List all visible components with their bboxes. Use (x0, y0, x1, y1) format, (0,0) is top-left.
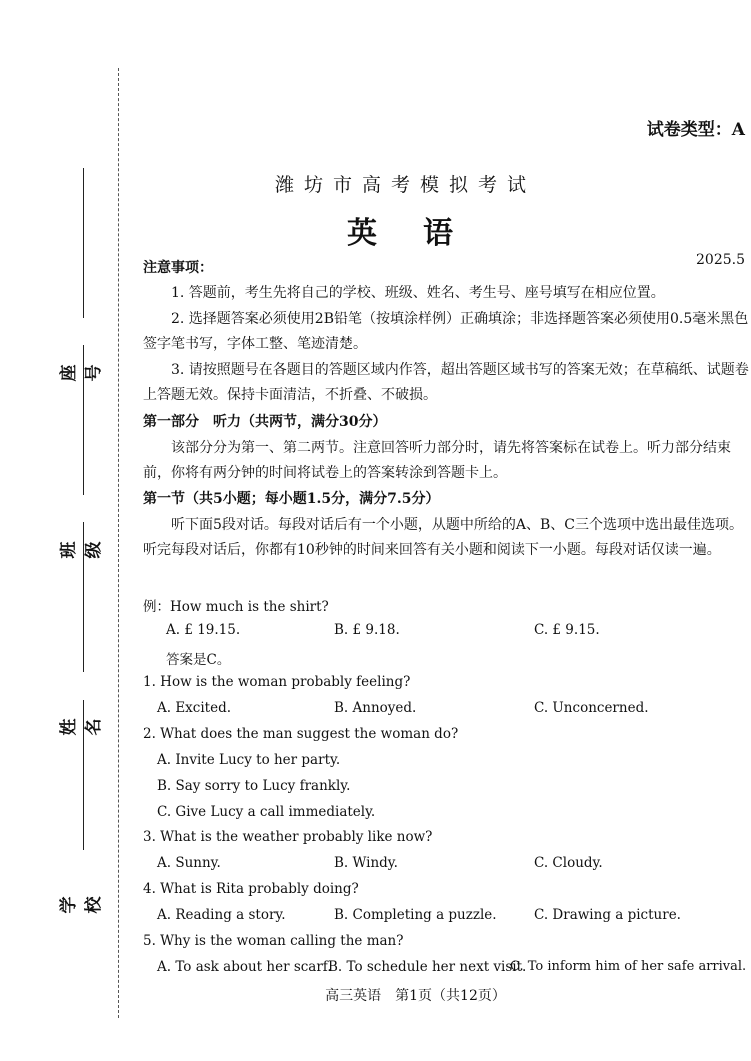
name-underline (83, 522, 84, 672)
question-stem: 4. What is Rita probably doing? (143, 881, 359, 897)
part1-heading: 第一部分 听力（共两节，满分30分） (143, 414, 387, 430)
section1-heading: 第一节（共5小题；每小题1.5分，满分7.5分） (143, 491, 440, 507)
option-c: C. Unconcerned. (534, 700, 649, 716)
question-stem: 2. What does the man suggest the woman do? (143, 726, 459, 742)
example-option-b: B. £ 9.18. (334, 622, 400, 638)
notes-heading: 注意事项： (143, 260, 213, 276)
name-label: 姓名 (59, 718, 104, 736)
option-c: C. Give Lucy a call immediately. (157, 804, 376, 820)
subject-title: 英语 (347, 216, 499, 251)
name-field[interactable] (59, 522, 104, 736)
example-answer: 答案是C。 (166, 652, 231, 668)
note-item: 3. 请按照题号在各题目的答题区域内作答，超出答题区域书写的答案无效；在草稿纸、试题卷上答题无效。保持卡面清洁，不折叠、不破损。 (143, 362, 749, 403)
option-b: B. To schedule her next visit. (328, 959, 527, 975)
school-underline (83, 700, 84, 850)
question-stem: 5. Why is the woman calling the man? (143, 933, 404, 949)
option-a: A. To ask about her scarf. (157, 959, 332, 975)
option-b: B. Annoyed. (334, 700, 417, 716)
note-item: 1. 答题前，考生先将自己的学校、班级、姓名、考生号、座号填写在相应位置。 (171, 285, 665, 301)
option-a: A. Invite Lucy to her party. (157, 752, 341, 768)
school-field[interactable] (59, 700, 104, 914)
seat-field[interactable] (59, 168, 104, 382)
option-b: B. Windy. (334, 855, 398, 871)
class-label: 班级 (59, 541, 104, 559)
option-a: A. Reading a story. (157, 907, 286, 923)
question-stem: 1. How is the woman probably feeling? (143, 674, 411, 690)
section1-intro: 听下面5段对话。每段对话后有一个小题，从题中所给的A、B、C三个选项中选出最佳选项。听完每段对话后，你都有10秒钟的时间来回答有关小题和阅读下一小题。每段对话仅读一遍。 (143, 517, 744, 558)
option-a: A. Sunny. (157, 855, 221, 871)
part1-intro: 该部分分为第一、第二两节。注意回答听力部分时，请先将答案标在试卷上。听力部分结束前，你将有两分钟的时间将试卷上的答案转涂到答题卡上。 (143, 440, 731, 481)
seat-label: 座号 (59, 364, 104, 382)
example-option-a: A. £ 19.15. (166, 622, 241, 638)
example-option-c: C. £ 9.15. (534, 622, 600, 638)
option-b: B. Say sorry to Lucy frankly. (157, 778, 351, 794)
option-c: C. Cloudy. (534, 855, 603, 871)
option-b: B. Completing a puzzle. (334, 907, 497, 923)
class-underline (83, 345, 84, 495)
exam-title: 潍坊市高考模拟考试 (274, 174, 536, 196)
option-c: C. Drawing a picture. (534, 907, 681, 923)
example-question: 例：How much is the shirt? (143, 599, 329, 615)
exam-date: 2025.5 (696, 252, 745, 268)
paper-type: 试卷类型：A (646, 120, 745, 140)
question-stem: 3. What is the weather probably like now? (143, 829, 433, 845)
page-footer: 高三英语 第1页（共12页） (325, 988, 506, 1004)
note-item: 2. 选择题答案必须使用2B铅笔（按填涂样例）正确填涂；非选择题答案必须使用0.5毫米黑色签字笔书写，字体工整、笔迹清楚。 (143, 311, 749, 352)
school-label: 学校 (59, 896, 104, 914)
option-a: A. Excited. (157, 700, 232, 716)
option-c: C. To inform him of her safe arrival. (510, 959, 747, 974)
class-field[interactable] (59, 345, 104, 559)
